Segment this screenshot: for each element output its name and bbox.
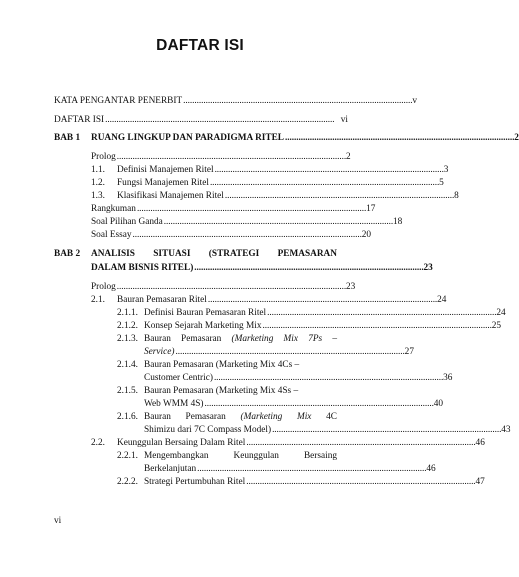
toc-entry[interactable]	[91, 216, 403, 228]
toc-entry[interactable]	[91, 151, 351, 163]
dot-leader	[246, 437, 474, 449]
chapter-number: BAB 1	[54, 133, 81, 143]
dot-leader	[105, 114, 340, 126]
entry-word: Mix	[296, 412, 312, 422]
toc-entry-label: Definisi Bauran Pemasaran Ritel	[144, 308, 267, 318]
toc-entry-label: Keunggulan Bersaing Dalam Ritel	[117, 438, 246, 448]
entry-word: (Marketing	[240, 412, 283, 422]
toc-entry[interactable]	[91, 203, 376, 215]
toc-entry-label: KATA PENGANTAR PENERBIT	[54, 96, 183, 106]
toc-entry-label: Service)	[144, 347, 175, 357]
dot-leader	[225, 190, 453, 202]
dot-leader	[272, 424, 500, 436]
toc-page-number: 3	[443, 165, 449, 175]
dot-leader	[164, 216, 392, 228]
toc-entry[interactable]	[91, 294, 447, 306]
dot-leader	[205, 398, 433, 410]
toc-page-number: 40	[433, 399, 444, 409]
toc-page-number: 25	[491, 321, 501, 331]
toc-page-number: 20	[361, 230, 372, 240]
toc-page-number: 24	[437, 295, 447, 305]
toc-entry[interactable]	[91, 190, 459, 202]
title-word: SITUASI	[153, 249, 191, 259]
entry-word: Bauran	[144, 412, 171, 422]
toc-page-number: 8	[454, 191, 459, 201]
dot-leader	[117, 281, 345, 293]
toc-entry-label: Prolog	[91, 152, 116, 162]
toc-entry[interactable]	[91, 281, 356, 293]
title-word: (STRATEGI	[208, 249, 260, 259]
toc-page-number: 5	[439, 178, 444, 188]
chapter-heading[interactable]	[91, 262, 433, 274]
toc-entry[interactable]	[144, 463, 436, 475]
toc-page-number: 36	[443, 373, 453, 383]
toc-page-number: 23	[423, 263, 433, 273]
section-number: 2.2.2.	[117, 477, 138, 487]
toc-entry-label: Fungsi Manajemen Ritel	[117, 178, 209, 188]
chapter-heading[interactable]	[91, 132, 519, 144]
toc-entry[interactable]	[91, 437, 485, 449]
dot-leader	[133, 229, 361, 241]
dot-leader	[267, 307, 495, 319]
toc-page-number: 24	[496, 308, 506, 318]
toc-entry-label: Klasifikasi Manajemen Ritel	[117, 191, 224, 201]
toc-entry[interactable]	[144, 398, 444, 410]
section-number: 1.1.	[91, 165, 105, 175]
toc-page-number: 18	[393, 217, 403, 227]
section-number: 2.1.4.	[117, 360, 138, 370]
toc-entry[interactable]	[54, 114, 348, 126]
toc-entry[interactable]	[91, 177, 444, 189]
toc-entry-label: Berkelanjutan	[144, 464, 197, 474]
entry-word: –	[332, 334, 337, 344]
toc-entry-line: Bauran Pemasaran (Marketing Mix 4Ss –	[144, 386, 299, 396]
entry-word: Mengembangkan	[144, 451, 209, 461]
entry-word: 4C	[326, 412, 337, 422]
chapter-title-line	[91, 248, 337, 260]
toc-entry-line	[144, 411, 337, 423]
toc-entry[interactable]	[144, 372, 453, 384]
dot-leader	[246, 476, 474, 488]
toc-page-number: 17	[366, 204, 376, 214]
toc-page-number: v	[412, 96, 418, 106]
dot-leader	[194, 262, 422, 274]
chapter-title: RUANG LINGKUP DAN PARADIGMA RITEL	[91, 133, 285, 143]
toc-page-number: 46	[426, 464, 436, 474]
toc-entry-line: Bauran Pemasaran (Marketing Mix 4Cs –	[144, 360, 300, 370]
toc-page-number: 46	[475, 438, 485, 448]
toc-entry-line	[144, 450, 337, 462]
section-number: 2.1.6.	[117, 412, 138, 422]
section-number: 2.2.1.	[117, 451, 138, 461]
toc-entry-line	[144, 333, 337, 345]
toc-page-number: vi	[340, 115, 348, 125]
toc-entry[interactable]	[117, 307, 506, 319]
page-title: DAFTAR ISI	[156, 37, 244, 54]
dot-leader	[197, 463, 425, 475]
section-number: 2.1.	[91, 295, 105, 305]
toc-entry[interactable]	[54, 95, 418, 107]
section-number: 2.1.1.	[117, 308, 138, 318]
chapter-title: DALAM BISNIS RITEL)	[91, 263, 194, 273]
dot-leader	[175, 346, 403, 358]
toc-entry-label: Definisi Manajemen Ritel	[117, 165, 214, 175]
toc-entry-label: Soal Pilihan Ganda	[91, 217, 163, 227]
toc-page-number: 27	[404, 347, 414, 357]
dot-leader	[137, 203, 365, 215]
toc-entry-label: Prolog	[91, 282, 116, 292]
toc-page-number: 43	[501, 425, 511, 435]
section-number: 2.1.3.	[117, 334, 138, 344]
section-number: 1.2.	[91, 178, 105, 188]
toc-entry[interactable]	[91, 164, 449, 176]
dot-leader	[262, 320, 490, 332]
dot-leader	[214, 372, 442, 384]
entry-word: Keunggulan	[233, 451, 279, 461]
section-number: 1.3.	[91, 191, 105, 201]
toc-entry-label: Rangkuman	[91, 204, 136, 214]
toc-entry-label: Konsep Sejarah Marketing Mix	[144, 321, 262, 331]
entry-word: (Marketing	[231, 334, 274, 344]
toc-entry[interactable]	[117, 476, 485, 488]
toc-entry-label: Strategi Pertumbuhan Ritel	[144, 477, 246, 487]
dot-leader	[210, 177, 438, 189]
toc-entry-label: Web WMM 4S)	[144, 399, 204, 409]
toc-entry-label: Shimizu dari 7C Compass Model)	[144, 425, 272, 435]
entry-word: Pemasaran	[181, 334, 222, 344]
dot-leader	[117, 151, 345, 163]
entry-word: Bauran	[144, 334, 171, 344]
entry-word: Bersaing	[303, 451, 337, 461]
page-folio: vi	[54, 516, 62, 526]
toc-page-number: 2	[514, 133, 519, 143]
toc-page-number: 23	[346, 282, 356, 292]
toc-entry[interactable]	[91, 229, 372, 241]
toc-entry[interactable]	[144, 424, 511, 436]
dot-leader	[285, 132, 513, 144]
entry-word: 7Ps	[308, 334, 323, 344]
section-number: 2.1.2.	[117, 321, 138, 331]
dot-leader	[208, 294, 436, 306]
title-word: PEMASARAN	[277, 249, 337, 259]
section-number: 2.1.5.	[117, 386, 138, 396]
toc-entry-label: Bauran Pemasaran Ritel	[117, 295, 207, 305]
toc-entry-label: DAFTAR ISI	[54, 115, 105, 125]
toc-page-number: 47	[475, 477, 485, 487]
entry-word: Pemasaran	[185, 412, 226, 422]
section-number: 2.2.	[91, 438, 105, 448]
toc-entry-label: Customer Centric)	[144, 373, 213, 383]
toc-entry[interactable]	[144, 346, 414, 358]
toc-entry[interactable]	[117, 320, 501, 332]
toc-entry-label: Soal Essay	[91, 230, 132, 240]
dot-leader	[183, 95, 411, 107]
entry-word: Mix	[283, 334, 298, 344]
title-word: ANALISIS	[91, 249, 135, 259]
dot-leader	[215, 164, 443, 176]
toc-page-number: 2	[346, 152, 351, 162]
chapter-number: BAB 2	[54, 249, 81, 259]
